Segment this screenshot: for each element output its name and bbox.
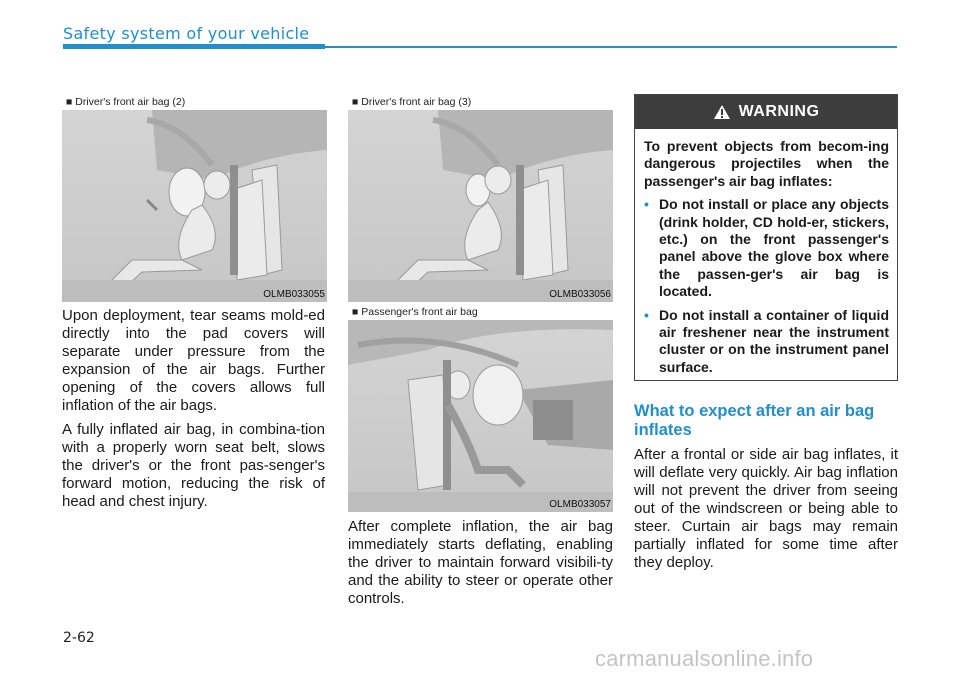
page-number: 2-62 — [63, 630, 95, 646]
warning-title: WARNING — [738, 103, 820, 120]
figure-passenger-airbag — [348, 320, 613, 512]
warning-triangle-icon — [713, 104, 731, 120]
bullet-icon: • — [644, 196, 649, 213]
right-column-text — [634, 446, 898, 578]
paragraph-after-inflation: After a frontal or side air bag inflates, it will deflate very quickly. Air bag inflation will not prevent the driver from seeing out of the windscreen or being able to steer. Curtain air bags may remain partially inflated for some time after they deploy. — [634, 446, 898, 571]
warning-header — [635, 95, 897, 129]
figure-caption-passenger-airbag: ■ Passenger's front air bag — [352, 306, 478, 318]
figure-code: OLMB033057 — [549, 499, 611, 510]
warning-item-text: Do not install or place any objects (drink holder, CD hold-er, stickers, etc.) on the front passenger's panel above the glove box where the passen-ger's air bag is located. — [659, 196, 889, 300]
passenger-airbag-illustration — [348, 320, 613, 512]
figure-driver-airbag-2 — [62, 110, 327, 302]
figure-code: OLMB033056 — [549, 289, 611, 300]
warning-list — [644, 196, 889, 376]
middle-column-text — [348, 518, 613, 614]
warning-list-item — [644, 307, 889, 377]
paragraph-full-inflation: A fully inflated air bag, in combina-tion with a properly worn seat belt, slows the driver's or the front pas-senger's forward motion, reducing the risk of head and chest injury. — [62, 421, 325, 510]
warning-box — [634, 94, 898, 381]
paragraph-deployment: Upon deployment, tear seams mold-ed directly into the pad covers will separate under pressure from the expansion of the air bags. Further opening of the covers allows full inflation of the air bags. — [62, 307, 325, 414]
figure-caption-driver-airbag-2: ■ Driver's front air bag (2) — [66, 96, 186, 108]
figure-driver-airbag-3 — [348, 110, 613, 302]
paragraph-deflation: After complete inflation, the air bag immediately starts deflating, enabling the driver to maintain forward visibili-ty and the ability to steer or operate other controls. — [348, 518, 613, 607]
figure-code: OLMB033055 — [263, 289, 325, 300]
warning-list-item — [644, 196, 889, 300]
header-rule-thick — [63, 44, 325, 49]
watermark: carmanualsonline.info — [595, 646, 814, 671]
section-heading: What to expect after an air bag inflates — [634, 402, 875, 439]
header-rule-thin — [325, 46, 897, 48]
figure-caption-driver-airbag-3: ■ Driver's front air bag (3) — [352, 96, 472, 108]
section-header-title: Safety system of your vehicle — [63, 24, 310, 43]
driver-airbag-deflating-illustration — [348, 110, 613, 302]
left-column-text — [62, 307, 325, 517]
warning-item-text: Do not install a container of liquid air freshener near the instrument cluster or on the instrument panel surface. — [659, 306, 889, 375]
warning-intro: To prevent objects from becom-ing dangerous projectiles when the passenger's air bag inflates: — [644, 138, 889, 189]
driver-airbag-illustration — [62, 110, 327, 302]
bullet-icon: • — [644, 306, 649, 323]
warning-body — [635, 129, 897, 376]
